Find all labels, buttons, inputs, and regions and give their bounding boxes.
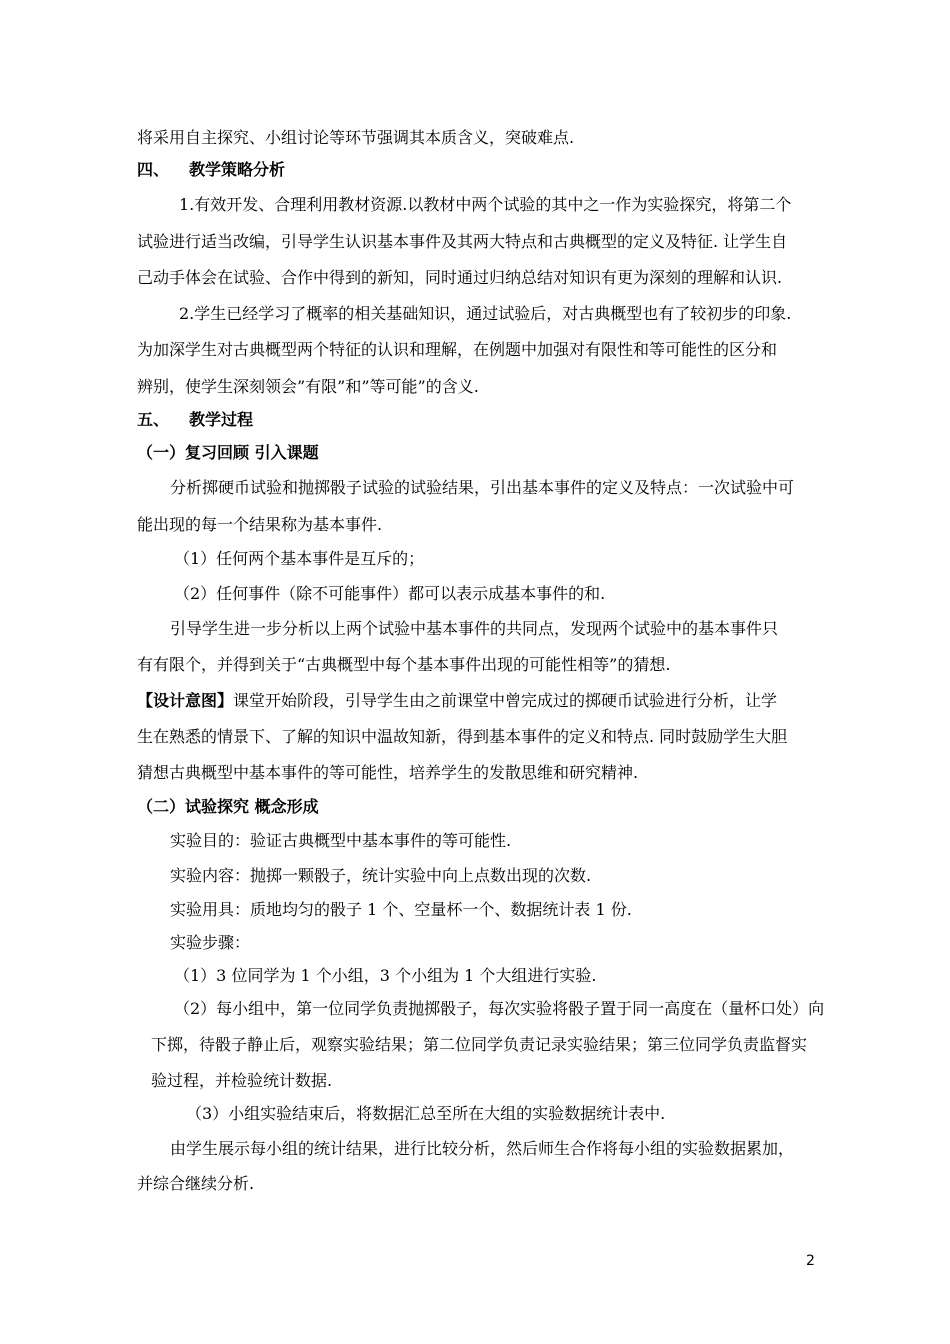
paragraph-line: 有有限个，并得到关于“古典概型中每个基本事件出现的可能性相等”的猜想. <box>137 655 671 674</box>
paragraph-line: 分析掷硬币试验和抛掷骰子试验的试验结果，引出基本事件的定义及特点：一次试验中可 <box>170 478 795 497</box>
paragraph-line: 验过程，并检验统计数据. <box>151 1071 333 1090</box>
paragraph-line: 能出现的每一个结果称为基本事件. <box>137 515 383 534</box>
paragraph-line: 2.学生已经学习了概率的相关基础知识，通过试验后，对古典概型也有了较初步的印象. <box>179 304 792 323</box>
list-item: （1）任何两个基本事件是互斥的； <box>174 549 425 568</box>
paragraph-line: 实验内容：抛掷一颗骰子，统计实验中向上点数出现的次数. <box>170 866 592 885</box>
paragraph-line: 下掷，待骰子静止后，观察实验结果；第二位同学负责记录实验结果；第三位同学负责监督实 <box>151 1035 808 1054</box>
section-heading-4 <box>137 160 285 180</box>
subsection-heading: （二）试验探究 概念形成 <box>137 797 319 816</box>
list-item: （3）小组实验结束后，将数据汇总至所在大组的实验数据统计表中. <box>186 1104 666 1123</box>
paragraph-line: 实验用具：质地均匀的骰子 1 个、空量杯一个、数据统计表 1 份. <box>170 900 632 919</box>
list-item: （2）任何事件（除不可能事件）都可以表示成基本事件的和. <box>174 584 606 603</box>
paragraph-line: 并综合继续分析. <box>137 1174 255 1193</box>
paragraph-line: 由学生展示每小组的统计结果，进行比较分析，然后师生合作将每小组的实验数据累加， <box>170 1139 795 1158</box>
paragraph-line: 实验目的：验证古典概型中基本事件的等可能性. <box>170 831 512 850</box>
section-heading-5 <box>137 410 253 430</box>
paragraph-line: 引导学生进一步分析以上两个试验中基本事件的共同点，发现两个试验中的基本事件只 <box>170 619 779 638</box>
page-number: 2 <box>806 1253 815 1269</box>
paragraph-line: 辨别，使学生深刻领会”有限”和”等可能”的含义. <box>137 377 479 396</box>
list-item: （1）3 位同学为 1 个小组，3 个小组为 1 个大组进行实验. <box>174 966 597 985</box>
section-title: 教学过程 <box>189 410 254 429</box>
list-item: （2）每小组中，第一位同学负责抛掷骰子，每次实验将骰子置于同一高度在（量杯口处）向 <box>174 999 825 1018</box>
paragraph-line: 为加深学生对古典概型两个特征的认识和理解，在例题中加强对有限性和等可能性的区分和 <box>137 340 778 359</box>
paragraph-line: 将采用自主探究、小组讨论等环节强调其本质含义，突破难点. <box>137 128 575 147</box>
paragraph-line: 己动手体会在试验、合作中得到的新知，同时通过归纳总结对知识有更为深刻的理解和认识. <box>137 268 783 287</box>
paragraph-line: 试验进行适当改编，引导学生认识基本事件及其两大特点和古典概型的定义及特征. 让学生自 <box>137 232 788 251</box>
subsection-heading: （一）复习回顾 引入课题 <box>137 443 319 462</box>
section-number: 四、 <box>137 160 170 179</box>
design-intent-line: 【设计意图】课堂开始阶段，引导学生由之前课堂中曾完成过的掷硬币试验进行分析，让学 <box>137 691 778 710</box>
section-title: 教学策略分析 <box>189 160 286 179</box>
paragraph-line: 1.有效开发、合理利用教材资源.以教材中两个试验的其中之一作为实验探究，将第二个 <box>179 195 792 214</box>
design-intent-label: 【设计意图】 <box>137 691 234 710</box>
section-number: 五、 <box>137 410 170 429</box>
paragraph-line: 猜想古典概型中基本事件的等可能性，培养学生的发散思维和研究精神. <box>137 763 639 782</box>
paragraph-line: 生在熟悉的情景下、了解的知识中温故知新，得到基本事件的定义和特点. 同时鼓励学生大胆 <box>137 727 788 746</box>
paragraph-line: 实验步骤： <box>170 933 251 952</box>
